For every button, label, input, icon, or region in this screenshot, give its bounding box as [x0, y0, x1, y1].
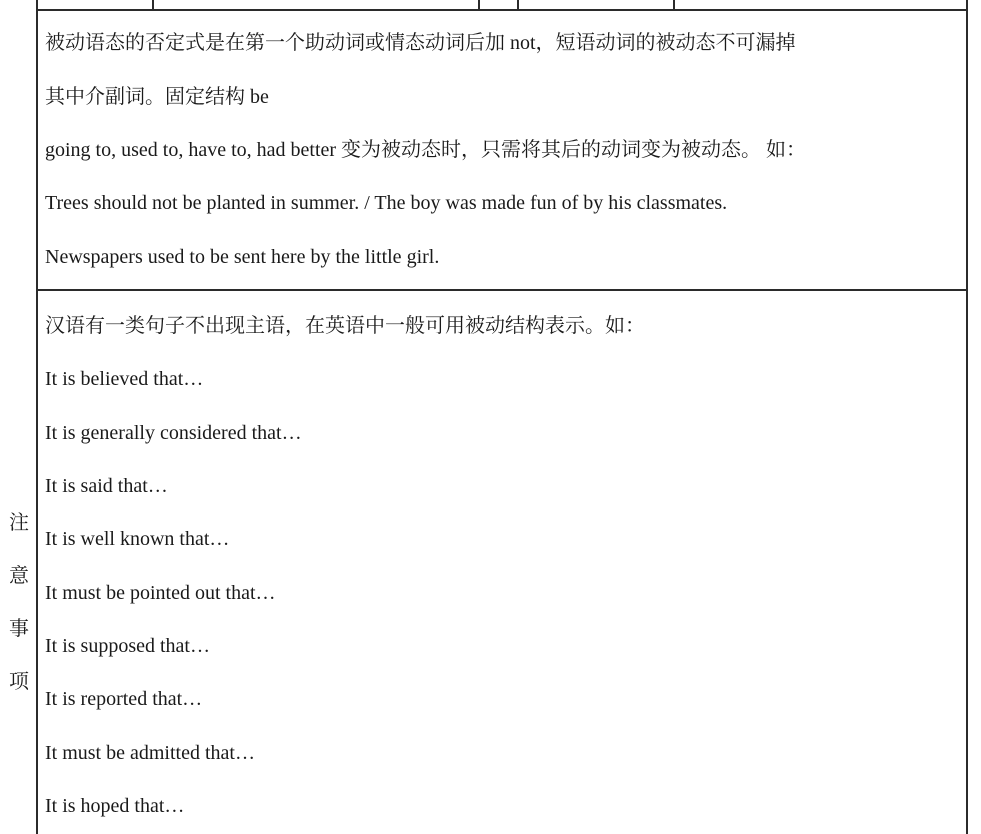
- note2-line: It is supposed that…: [45, 635, 210, 657]
- note1-line: Trees should not be planted in summer. / The boy was made fun of by his classmates.: [45, 192, 728, 214]
- section-label: [0, 497, 38, 709]
- note2-line: It is believed that…: [45, 368, 204, 390]
- section-label-char: 意: [9, 565, 29, 587]
- section-label-char: 注: [9, 512, 29, 534]
- note2-line: 汉语有一类句子不出现主语，在英语中一般可用被动结构表示。如：: [45, 315, 645, 337]
- table-border: [36, 289, 968, 291]
- note2-line: It is generally considered that…: [45, 422, 302, 444]
- note1-line: 其中介副词。固定结构 be: [45, 86, 269, 108]
- note2-line: It is well known that…: [45, 528, 230, 550]
- note2-line: It must be admitted that…: [45, 742, 255, 764]
- table-border: [966, 0, 968, 834]
- section-label-char: 事: [9, 618, 29, 640]
- note2-line: It is said that…: [45, 475, 168, 497]
- note2-line: It is hoped that…: [45, 795, 185, 817]
- section-label-char: 项: [9, 671, 29, 693]
- note1-line: 被动语态的否定式是在第一个助动词或情态动词后加 not，短语动词的被动态不可漏掉: [45, 32, 796, 54]
- note1-line: going to, used to, have to, had better 变为被动态时，只需将其后的动词变为被动态。 如：: [45, 139, 807, 161]
- note2-line: It is reported that…: [45, 688, 203, 710]
- note1-line: Newspapers used to be sent here by the little girl.: [45, 246, 440, 268]
- note2-line: It must be pointed out that…: [45, 582, 276, 604]
- table-border: [36, 9, 968, 11]
